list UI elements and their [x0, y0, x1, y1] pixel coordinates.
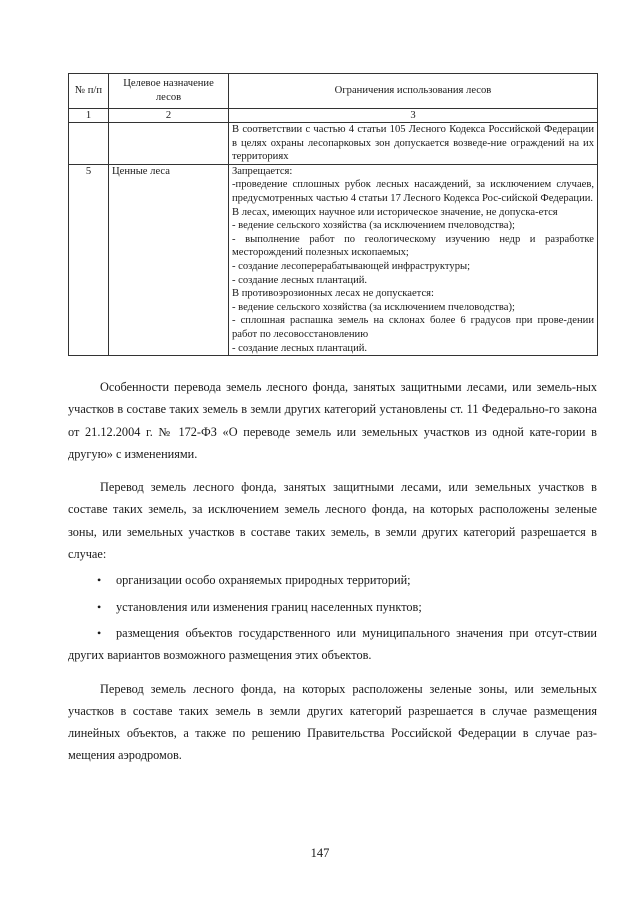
forest-restrictions-table — [68, 73, 598, 356]
row5-line: - создание лесных плантаций. — [232, 342, 368, 354]
bullet-icon: • — [97, 573, 102, 588]
paragraph-transfer-features: Особенности перевода земель лесного фонда, занятых защитными лесами, или земель-ных участков в составе таких земель в земли других категорий установлены ст. 11 Федерально-го закона от 21.12.2004 г. № 172-ФЗ «О переводе земель или земельных участков из одной кате-гории в другую» с изменениями. — [68, 380, 597, 461]
row5-line: В противоэрозионных лесах не допускается: — [232, 288, 434, 300]
row5-line: - сплошная распашка земель на склонах более 6 градусов при прове-дении работ по лесовосстановлению — [232, 315, 594, 340]
col-number-2: 2 — [109, 109, 229, 123]
col-number-3: 3 — [229, 109, 598, 123]
row5-num: 5 — [69, 164, 109, 355]
paragraph-transfer-conditions: Перевод земель лесного фонда, занятых защитными лесами, или земельных участков в составе таких земель, за исключением земель лесного фонда, на которых расположены зеленые зоны, или земельных участков в составе таких земель, в земли других категорий разрешается в случае: — [68, 480, 597, 562]
row5-line: -проведение сплошных рубок лесных насаждений, за исключением случаев, предусмотренных частью 4 статьи 17 Лесного Кодекса Рос-сийской Федерации. — [232, 179, 594, 204]
list-item-text: установления или изменения границ населенных пунктов; — [116, 599, 422, 614]
row-continued-purpose — [109, 123, 229, 165]
row5-line: - создание лесоперерабатывающей инфраструктуры; — [232, 260, 471, 272]
body-text — [68, 376, 597, 767]
row-continued-text: В соответствии с частью 4 статьи 105 Лесного Кодекса Российской Федерации в целях охраны лесопарковых зон допускается возведе-ние ограждений на их территориях — [229, 123, 598, 165]
row5-line: В лесах, имеющих научное или историческое значение, не допуска-ется — [232, 206, 558, 218]
bullet-icon: • — [97, 599, 102, 614]
list-item — [68, 622, 597, 667]
bullet-list — [68, 569, 597, 666]
bullet-icon: • — [97, 625, 102, 640]
row5-line: Запрещается: — [232, 165, 293, 177]
table-row-continued — [69, 123, 598, 165]
list-item — [68, 569, 597, 591]
header-restrictions: Ограничения использования лесов — [229, 74, 598, 109]
column-number-row — [69, 109, 598, 123]
table-header-row — [69, 74, 598, 109]
row-continued-num — [69, 123, 109, 165]
page-number: 147 — [310, 846, 330, 860]
list-item-text: организации особо охраняемых природных территорий; — [116, 573, 411, 588]
table-row-5 — [69, 164, 598, 355]
list-item-text: размещения объектов государственного или муниципального значения при отсут-ствии других вариантов возможного размещения этих объектов. — [68, 625, 597, 663]
paragraph-green-zones: Перевод земель лесного фонда, на которых расположены зеленые зоны, или земельных участков в составе таких земель в земли других категорий разрешается в случае размещения линейных объектов, а также по решению Правительства Российской Федерации в случае раз-мещения аэродромов. — [68, 681, 597, 763]
row5-line: - выполнение работ по геологическому изучению недр и разработке месторождений полезных ископаемых; — [232, 233, 594, 259]
row5-purpose: Ценные леса — [109, 164, 229, 355]
header-num: № п/п — [69, 74, 109, 109]
row5-line: - создание лесных плантаций. — [232, 274, 368, 286]
row5-restrictions — [229, 164, 598, 355]
list-item — [68, 596, 597, 618]
col-number-1: 1 — [69, 109, 109, 123]
row5-line: - ведение сельского хозяйства (за исключением пчеловодства); — [232, 301, 515, 313]
row5-line: - ведение сельского хозяйства (за исключением пчеловодства); — [232, 220, 515, 232]
header-purpose: Целевое назначение лесов — [109, 74, 229, 109]
